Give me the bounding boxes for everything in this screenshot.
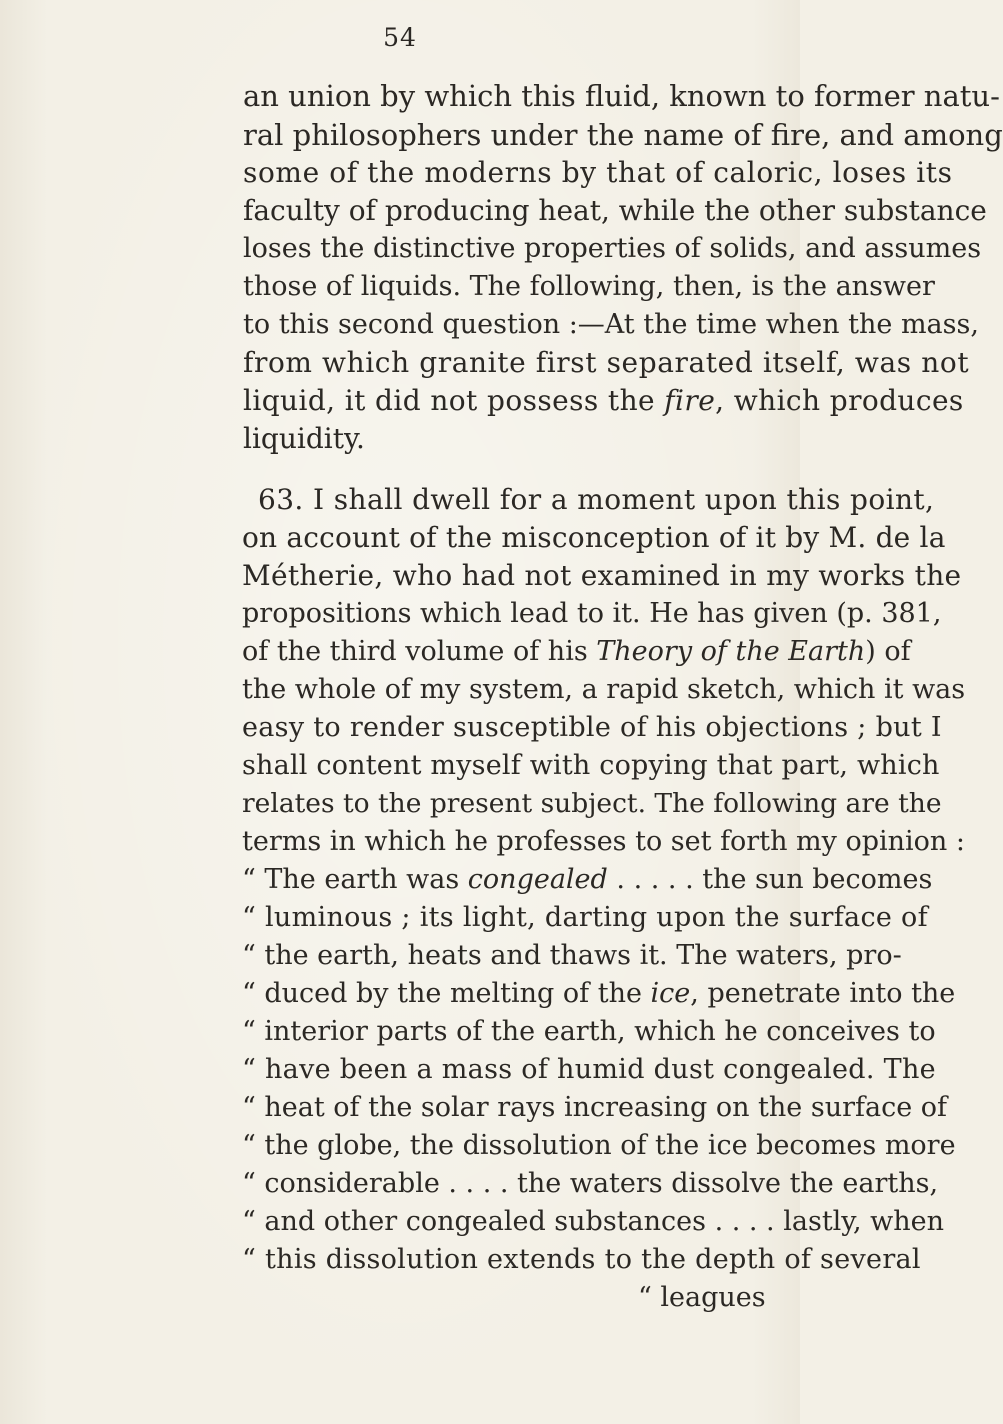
text-line: from which granite first separated itself, was not bbox=[243, 346, 970, 379]
text-line: loses the distinctive properties of solids, and assumes bbox=[243, 233, 982, 264]
text-line: easy to render susceptible of his objections ; but I bbox=[242, 712, 942, 743]
text-line: relates to the present subject. The following are the bbox=[242, 788, 942, 819]
text-run: “ The earth was bbox=[242, 864, 468, 895]
text-line: propositions which lead to it. He has given (p. 381, bbox=[242, 598, 942, 629]
text-run: , penetrate into the bbox=[690, 978, 956, 1009]
text-line: “ considerable . . . . the waters dissolve the earths, bbox=[242, 1168, 939, 1199]
text-line: ral philosophers under the name of fire, and among bbox=[243, 118, 1003, 152]
text-line bbox=[242, 862, 932, 898]
text-line: the whole of my system, a rapid sketch, which it was bbox=[242, 674, 966, 705]
text-line: “ the globe, the dissolution of the ice becomes more bbox=[242, 1130, 956, 1161]
text-run: of the third volume of his bbox=[242, 636, 597, 667]
italic-word: fire bbox=[664, 384, 716, 417]
text-line: “ and other congealed substances . . . . lastly, when bbox=[242, 1206, 944, 1237]
text-line: “ the earth, heats and thaws it. The waters, pro- bbox=[242, 940, 902, 971]
text-line: to this second question :—At the time when the mass, bbox=[243, 309, 979, 340]
text-run: “ duced by the melting of the bbox=[242, 978, 651, 1009]
text-line: Métherie, who had not examined in my works the bbox=[242, 559, 962, 592]
italic-title: Theory of the Earth bbox=[596, 636, 866, 667]
text-line: those of liquids. The following, then, is the answer bbox=[243, 271, 935, 302]
text-line: some of the moderns by that of caloric, loses its bbox=[243, 156, 953, 189]
catchword: “ leagues bbox=[638, 1282, 766, 1313]
text-line: “ have been a mass of humid dust congealed. The bbox=[242, 1054, 936, 1085]
italic-word: congealed bbox=[467, 864, 608, 895]
text-line bbox=[242, 976, 955, 1012]
text-line: “ this dissolution extends to the depth of several bbox=[242, 1244, 921, 1275]
text-line: “ heat of the solar rays increasing on the surface of bbox=[242, 1092, 948, 1123]
text-line: liquidity. bbox=[243, 422, 365, 455]
text-line bbox=[242, 634, 911, 670]
text-line: terms in which he professes to set forth my opinion : bbox=[242, 826, 966, 857]
text-line: an union by which this fluid, known to former natu- bbox=[243, 79, 1000, 113]
text-run: , which produces bbox=[715, 384, 964, 417]
text-line: shall content myself with copying that part, which bbox=[242, 750, 940, 781]
text-line: “ luminous ; its light, darting upon the surface of bbox=[242, 902, 928, 933]
text-line: on account of the misconception of it by M. de la bbox=[242, 521, 946, 554]
page-number: 54 bbox=[383, 23, 417, 52]
text-run: . . . . . the sun becomes bbox=[607, 864, 933, 895]
italic-word: ice bbox=[650, 978, 691, 1009]
text-line: “ interior parts of the earth, which he conceives to bbox=[242, 1016, 936, 1047]
text-run: ) of bbox=[865, 636, 911, 667]
text-run: liquid, it did not possess the bbox=[243, 384, 665, 417]
text-line bbox=[243, 383, 964, 419]
text-line: faculty of producing heat, while the other substance bbox=[243, 194, 987, 227]
text-line: 63. I shall dwell for a moment upon this point, bbox=[258, 483, 935, 516]
